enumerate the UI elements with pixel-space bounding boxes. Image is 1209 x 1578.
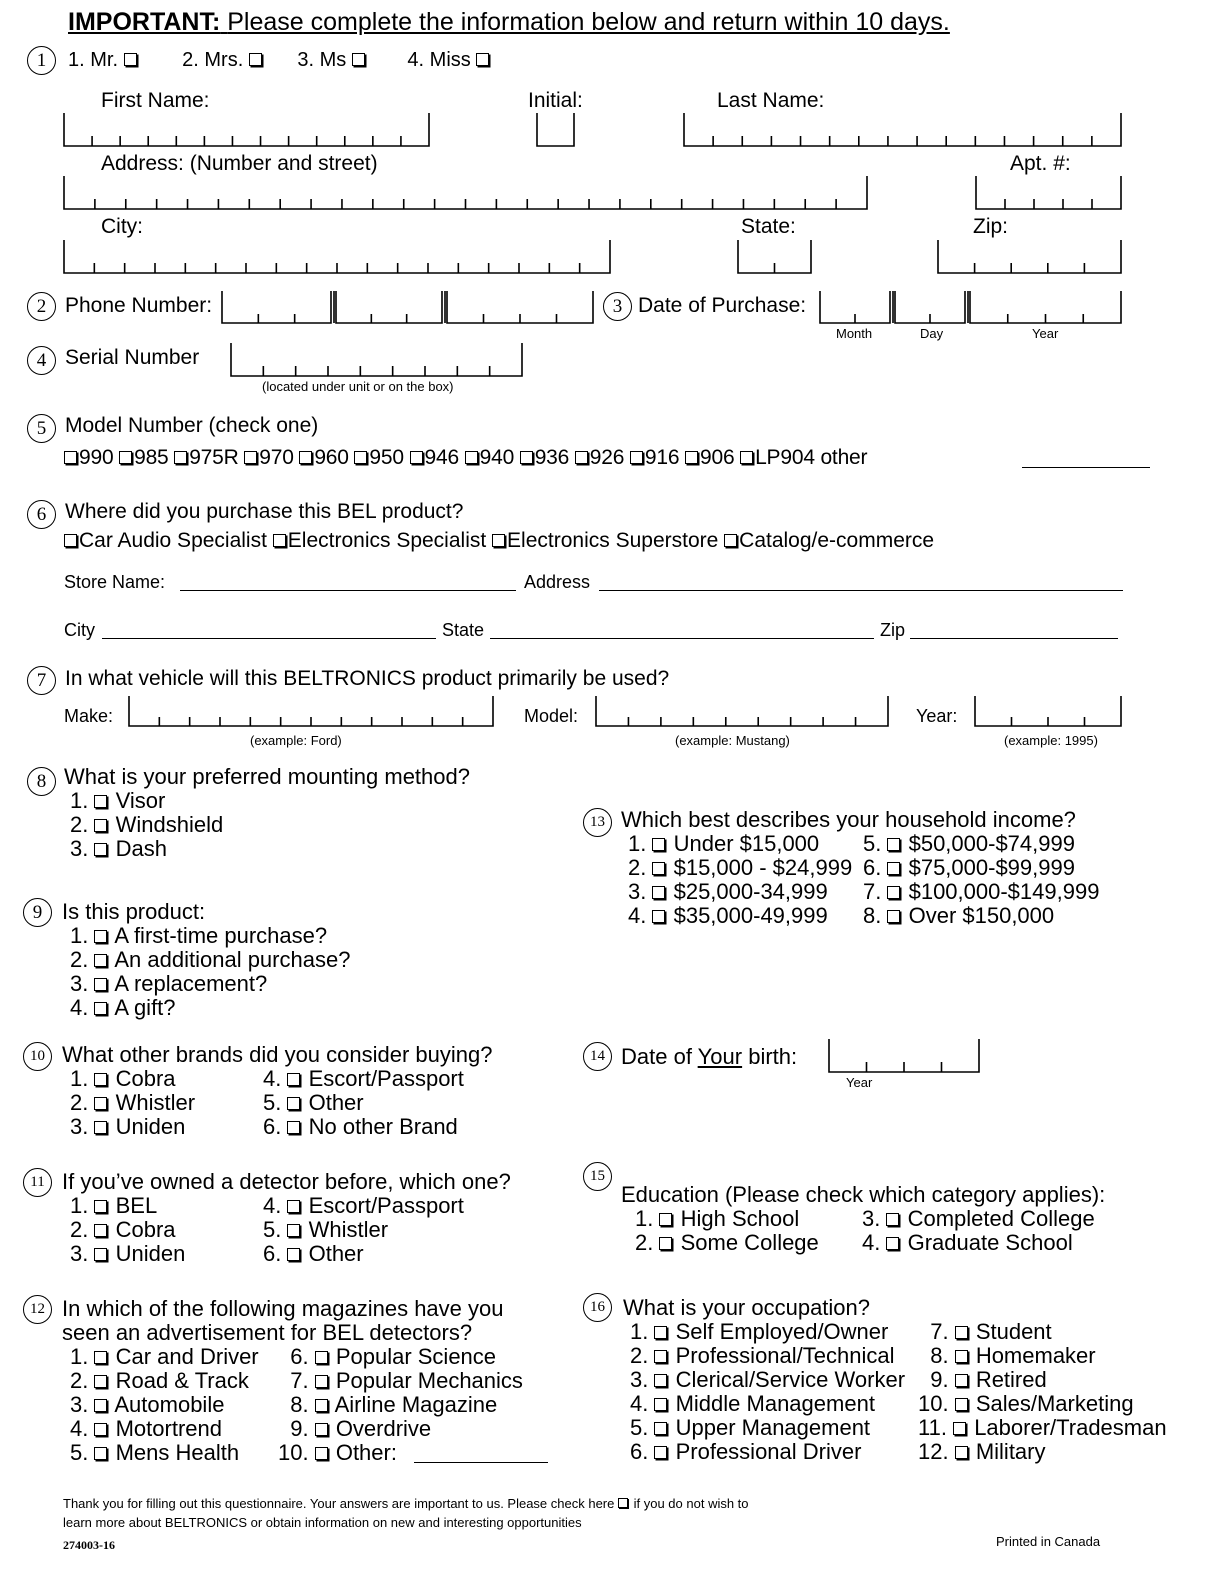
education-option[interactable]: 2. Some College (635, 1230, 819, 1255)
store-zip-label: Zip (880, 620, 906, 640)
magazine-other-line[interactable] (414, 1462, 548, 1463)
brands-col1 (70, 1067, 195, 1139)
income-option[interactable]: 8. Over $150,000 (863, 903, 1055, 928)
income-option[interactable]: 3. $25,000-34,999 (628, 879, 828, 904)
apt-label: Apt. #: (1010, 152, 1071, 175)
checkbox[interactable] (352, 53, 365, 66)
make-example: (example: Ford) (250, 733, 342, 748)
phone-prefix-field[interactable] (336, 291, 445, 323)
vehicle-year-label: Year: (916, 706, 958, 726)
income-option[interactable]: 2. $15,000 - $24,999 (628, 855, 853, 880)
detector-option[interactable]: 5. Whistler (263, 1217, 389, 1242)
salutation-options (68, 49, 491, 72)
model-option[interactable]: 970 (244, 446, 293, 469)
income-option[interactable]: 1. Under $15,000 (628, 831, 820, 856)
product-type-option[interactable]: 2. An additional purchase? (70, 947, 351, 972)
magazine-option[interactable]: 4. Motortrend (70, 1416, 222, 1441)
income-option[interactable]: 4. $35,000-49,999 (628, 903, 828, 928)
occupation-option[interactable]: 5. Upper Management (630, 1415, 871, 1440)
model-label: Model Number (check one) (65, 414, 319, 437)
vehicle-model-field[interactable] (596, 696, 888, 726)
phone-area-field[interactable] (222, 291, 334, 323)
store-city-line[interactable] (102, 638, 436, 639)
education-col2 (862, 1207, 1095, 1255)
occupation-option[interactable]: 2. Professional/Technical (630, 1343, 895, 1368)
model-option[interactable]: 940 (465, 446, 514, 469)
magazine-option[interactable]: 9. Overdrive (278, 1416, 432, 1441)
model-option[interactable]: 916 (630, 446, 679, 469)
model-option[interactable]: 960 (299, 446, 348, 469)
initial-label: Initial: (528, 89, 583, 112)
model-option[interactable]: 990 (64, 446, 113, 469)
purchase-day-field[interactable] (895, 291, 968, 323)
brand-option[interactable]: 4. Escort/Passport (263, 1066, 464, 1091)
magazines-col1 (70, 1345, 259, 1465)
initial-field[interactable] (537, 113, 574, 146)
question-number: 4 (27, 346, 56, 375)
question-number: 6 (27, 500, 56, 529)
question-number: 5 (27, 414, 56, 443)
store-zip-line[interactable] (910, 638, 1118, 639)
education-label: Education (Please check which category applies): (621, 1182, 1106, 1207)
purchase-place-label: Where did you purchase this BEL product? (65, 500, 464, 523)
question-number: 2 (27, 292, 56, 321)
magazine-option[interactable]: 2. Road & Track (70, 1368, 249, 1393)
address-label: Address: (Number and street) (101, 152, 378, 175)
income-option[interactable]: 6. $75,000-$99,999 (863, 855, 1075, 880)
model-options (64, 446, 867, 470)
magazine-option[interactable]: 6. Popular Science (278, 1344, 497, 1369)
magazine-option[interactable]: 7. Popular Mechanics (278, 1368, 523, 1393)
checkbox[interactable] (124, 53, 137, 66)
store-option[interactable]: Catalog/e-commerce (724, 529, 934, 552)
occupation-option[interactable]: 3. Clerical/Service Worker (630, 1367, 906, 1392)
detector-option[interactable]: 4. Escort/Passport (263, 1193, 464, 1218)
mounting-options (70, 789, 223, 861)
city-field[interactable] (64, 240, 610, 273)
question-number: 14 (583, 1042, 612, 1071)
detector-option[interactable]: 3. Uniden (70, 1241, 186, 1266)
checkbox[interactable] (249, 53, 262, 66)
occupation-option[interactable]: 7. Student (918, 1319, 1052, 1344)
vehicle-year-field[interactable] (975, 696, 1121, 726)
month-caption: Month (836, 326, 873, 341)
product-type-option[interactable]: 3. A replacement? (70, 971, 268, 996)
model-option[interactable]: 985 (119, 446, 168, 469)
store-name-line[interactable] (180, 590, 516, 591)
occupation-option[interactable]: 6. Professional Driver (630, 1439, 862, 1464)
question-number: 16 (583, 1293, 612, 1322)
question-number: 3 (603, 292, 632, 321)
occupation-option[interactable]: 12. Military (918, 1439, 1046, 1464)
mounting-option[interactable]: 3. Dash (70, 836, 167, 861)
purchase-month-field[interactable] (820, 291, 893, 323)
footer-note-line1: Thank you for filling out this questionnaire. Your answers are important to us. Please check here if you do not wish to (63, 1496, 749, 1511)
birth-year-field[interactable] (829, 1039, 979, 1072)
occupation-label: What is your occupation? (623, 1295, 871, 1320)
store-state-line[interactable] (490, 638, 874, 639)
store-option[interactable]: Car Audio Specialist (64, 529, 267, 552)
product-type-label: Is this product: (62, 899, 206, 924)
mounting-option[interactable]: 2. Windshield (70, 812, 224, 837)
store-address-line[interactable] (599, 590, 1123, 591)
question-number: 11 (23, 1168, 52, 1197)
day-caption: Day (920, 326, 944, 341)
model-option[interactable]: 906 (685, 446, 734, 469)
store-state-label: State (442, 620, 485, 640)
occupation-option[interactable]: 8. Homemaker (918, 1343, 1096, 1368)
previous-detector-col1 (70, 1194, 185, 1266)
address-field[interactable] (64, 176, 867, 209)
opt-out-checkbox[interactable] (618, 1498, 628, 1508)
magazines-label-1: In which of the following magazines have you (62, 1296, 504, 1321)
brands-col2 (263, 1067, 464, 1139)
question-number: 15 (583, 1162, 612, 1191)
store-address-label: Address (524, 572, 591, 592)
last-name-label: Last Name: (717, 89, 825, 112)
product-type-option[interactable]: 1. A first-time purchase? (70, 923, 328, 948)
title-mr[interactable]: 1. Mr. (68, 49, 139, 71)
occupation-col2 (918, 1320, 1167, 1464)
store-city-label: City (64, 620, 95, 640)
model-option[interactable]: 936 (520, 446, 569, 469)
checkbox[interactable] (476, 53, 489, 66)
store-option[interactable]: Electronics Specialist (273, 529, 486, 552)
brand-option[interactable]: 6. No other Brand (263, 1114, 458, 1139)
state-label: State: (741, 215, 796, 238)
question-number: 9 (23, 898, 52, 927)
detector-option[interactable]: 6. Other (263, 1241, 364, 1266)
magazine-option[interactable]: 3. Automobile (70, 1392, 225, 1417)
previous-detector-label: If you’ve owned a detector before, which one? (62, 1169, 511, 1194)
title-ms[interactable]: 3. Ms (297, 49, 366, 71)
education-option[interactable]: 1. High School (635, 1206, 800, 1231)
model-option[interactable]: LP904 (740, 446, 815, 469)
magazine-option[interactable]: 5. Mens Health (70, 1440, 240, 1465)
first-name-label: First Name: (101, 89, 210, 112)
occupation-option[interactable]: 11. Laborer/Tradesman (918, 1415, 1167, 1440)
occupation-option[interactable]: 4. Middle Management (630, 1391, 875, 1416)
birth-date-label: Date of Your birth: (621, 1044, 798, 1069)
brand-option[interactable]: 2. Whistler (70, 1090, 196, 1115)
brand-option[interactable]: 1. Cobra (70, 1066, 176, 1091)
income-label: Which best describes your household income? (621, 807, 1076, 832)
question-number: 13 (583, 808, 612, 837)
occupation-option[interactable]: 9. Retired (918, 1367, 1047, 1392)
income-col2 (863, 832, 1099, 928)
model-example: (example: Mustang) (675, 733, 790, 748)
serial-field[interactable] (231, 343, 522, 376)
form-header (68, 8, 950, 37)
occupation-col1 (630, 1320, 905, 1464)
model-option[interactable]: 946 (410, 446, 459, 469)
mounting-option[interactable]: 1. Visor (70, 788, 166, 813)
question-number: 1 (27, 46, 56, 75)
vehicle-label: In what vehicle will this BELTRONICS product primarily be used? (65, 667, 670, 690)
make-label: Make: (64, 706, 114, 726)
income-option[interactable]: 7. $100,000-$149,999 (863, 879, 1100, 904)
income-col1 (628, 832, 852, 928)
purchase-year-field[interactable] (970, 291, 1121, 323)
product-type-options (70, 924, 350, 1020)
phone-label: Phone Number: (65, 294, 213, 317)
phone-line-field[interactable] (447, 291, 593, 323)
income-option[interactable]: 5. $50,000-$74,999 (863, 831, 1075, 856)
education-option[interactable]: 4. Graduate School (862, 1230, 1073, 1255)
title-miss[interactable]: 4. Miss (407, 49, 491, 71)
question-number: 10 (23, 1042, 52, 1071)
serial-label: Serial Number (65, 346, 200, 369)
magazine-option[interactable]: 8. Airline Magazine (278, 1392, 498, 1417)
purchase-place-options (64, 529, 934, 553)
birth-year-caption: Year (846, 1075, 873, 1090)
year-example: (example: 1995) (1004, 733, 1098, 748)
detector-option[interactable]: 2. Cobra (70, 1217, 176, 1242)
question-number: 12 (23, 1295, 52, 1324)
vehicle-model-label: Model: (524, 706, 579, 726)
education-option[interactable]: 3. Completed College (862, 1206, 1095, 1231)
model-option[interactable]: 975R (174, 446, 238, 469)
occupation-option[interactable]: 1. Self Employed/Owner (630, 1319, 889, 1344)
store-option[interactable]: Electronics Superstore (492, 529, 718, 552)
detector-option[interactable]: 1. BEL (70, 1193, 158, 1218)
magazine-option[interactable]: 1. Car and Driver (70, 1344, 259, 1369)
state-field[interactable] (738, 240, 811, 273)
previous-detector-col2 (263, 1194, 464, 1266)
brand-option[interactable]: 3. Uniden (70, 1114, 186, 1139)
store-name-label: Store Name: (64, 572, 166, 592)
model-other-label: other (820, 446, 868, 469)
product-type-option[interactable]: 4. A gift? (70, 995, 176, 1020)
occupation-option[interactable]: 10. Sales/Marketing (918, 1391, 1134, 1416)
model-option[interactable]: 926 (575, 446, 624, 469)
brand-option[interactable]: 5. Other (263, 1090, 364, 1115)
question-number: 7 (27, 666, 56, 695)
printed-in: Printed in Canada (996, 1534, 1101, 1549)
header-important: IMPORTANT: (68, 8, 221, 36)
year-caption: Year (1032, 326, 1059, 341)
header-instruction: Please complete the information below and return within 10 days. (227, 8, 950, 36)
magazine-option[interactable]: 10. Other: (278, 1440, 397, 1465)
zip-label: Zip: (973, 215, 1009, 238)
model-option[interactable]: 950 (354, 446, 403, 469)
model-other-line[interactable] (1022, 467, 1150, 468)
vehicle-make-field[interactable] (129, 696, 493, 726)
education-col1 (635, 1207, 819, 1255)
brands-label: What other brands did you consider buying? (62, 1042, 493, 1067)
form-code: 274003-16 (63, 1538, 115, 1552)
question-number: 8 (27, 767, 56, 796)
magazines-label-2: seen an advertisement for BEL detectors? (62, 1320, 473, 1345)
first-name-field[interactable] (64, 113, 429, 146)
footer-note-line2: learn more about BELTRONICS or obtain information on new and interesting opportunities (63, 1515, 582, 1530)
purchase-date-label: Date of Purchase: (638, 294, 807, 317)
apt-field[interactable] (976, 176, 1121, 209)
mounting-label: What is your preferred mounting method? (64, 764, 470, 789)
title-mrs[interactable]: 2. Mrs. (182, 49, 264, 71)
last-name-field[interactable] (684, 113, 1121, 146)
zip-field[interactable] (938, 240, 1121, 273)
city-label: City: (101, 215, 143, 238)
serial-note: (located under unit or on the box) (262, 379, 454, 394)
magazines-col2 (278, 1345, 523, 1465)
